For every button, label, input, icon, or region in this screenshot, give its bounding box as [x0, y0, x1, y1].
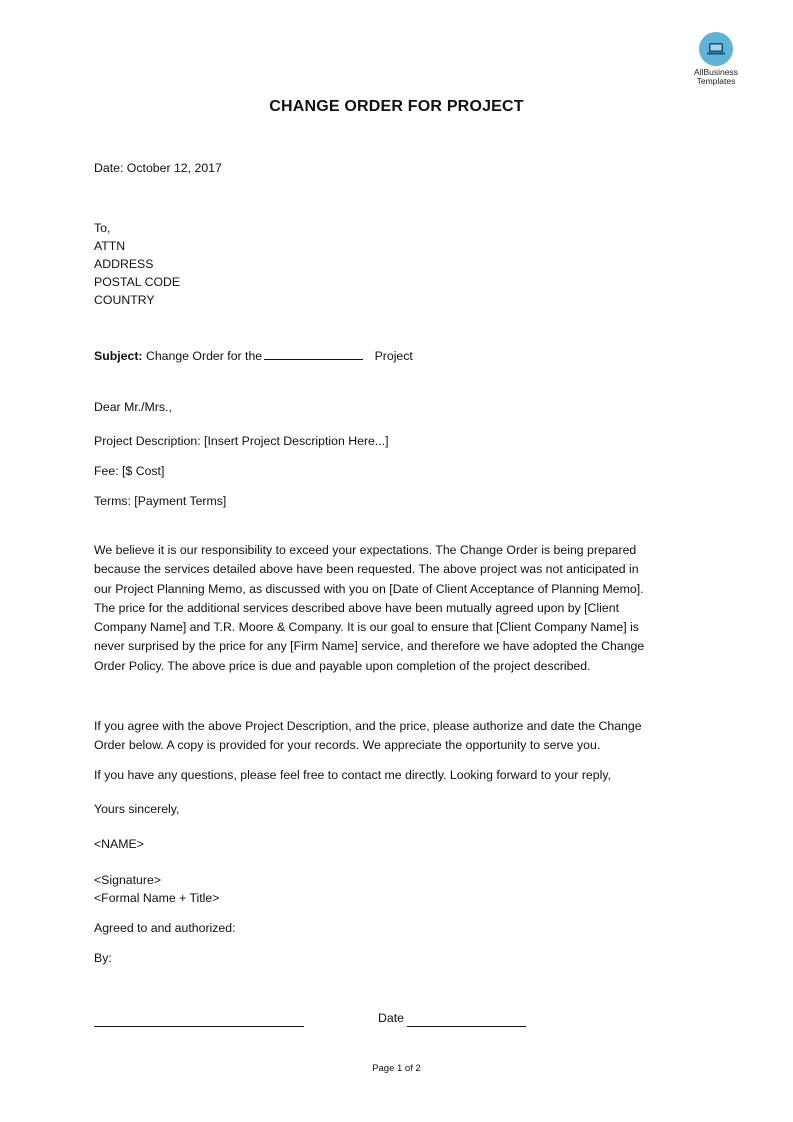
laptop-icon: [699, 32, 733, 66]
paragraph-line: Order Policy. The above price is due and payable upon completion of the project described.: [94, 658, 591, 673]
address-to: To,: [94, 221, 111, 235]
subject-blank: [264, 347, 363, 360]
fee-line: Fee: [$ Cost]: [94, 464, 165, 478]
body-paragraph-2: [94, 717, 704, 756]
subject-label: Subject:: [94, 349, 143, 363]
date-label: Date: [378, 1011, 404, 1025]
paragraph-line: our Project Planning Memo, as discussed with you on [Date of Client Acceptance of Planning Memo].: [94, 581, 644, 596]
logo-text-line1: AllBusiness: [694, 67, 738, 77]
paragraph-line: Order below. A copy is provided for your records. We appreciate the opportunity to serve you.: [94, 738, 601, 753]
paragraph-line: If you agree with the above Project Description, and the price, please authorize and date the Change: [94, 719, 642, 733]
signature-placeholder: <Signature>: [94, 873, 162, 887]
by-line: By:: [94, 951, 112, 965]
subject-line: [94, 347, 413, 363]
name-placeholder: <NAME>: [94, 837, 144, 851]
salutation: Dear Mr./Mrs.,: [94, 400, 172, 414]
document-title: CHANGE ORDER FOR PROJECT: [269, 98, 524, 115]
subject-text-before: Change Order for the: [145, 349, 263, 363]
closing-line: Yours sincerely,: [94, 802, 180, 816]
paragraph-line: We believe it is our responsibility to exceed your expectations. The Change Order is being prepared: [94, 543, 637, 557]
agreed-line: Agreed to and authorized:: [94, 921, 236, 935]
address-attn: ATTN: [94, 239, 126, 253]
page-number: Page 1 of 2: [372, 1063, 421, 1074]
address-street: ADDRESS: [94, 257, 154, 271]
formal-name-placeholder: <Formal Name + Title>: [94, 891, 220, 905]
paragraph-line: because the services detailed above have been requested. The above project was not anticipated in: [94, 562, 639, 577]
date-signature-line: [407, 1025, 526, 1027]
address-country: COUNTRY: [94, 293, 155, 307]
paragraph-line: Company Name] and T.R. Moore & Company. It is our goal to ensure that [Client Company Name] is: [94, 620, 639, 635]
body-paragraph-1: [94, 541, 704, 676]
paragraph-line: The price for the additional services described above have been mutually agreed upon by [Client: [94, 600, 619, 615]
allbusiness-logo: [690, 32, 742, 86]
logo-text-line2: Templates: [696, 76, 736, 86]
authorization-signature-line: [94, 1025, 304, 1027]
project-description: Project Description: [Insert Project Description Here...]: [94, 434, 389, 448]
questions-line: If you have any questions, please feel free to contact me directly. Looking forward to your reply,: [94, 768, 611, 782]
subject-text-after: Project: [374, 349, 413, 363]
paragraph-line: never surprised by the price for any [Firm Name] service, and therefore we have adopted the Change: [94, 639, 645, 654]
terms-line: Terms: [Payment Terms]: [94, 494, 227, 508]
date-line: Date: October 12, 2017: [94, 161, 222, 175]
address-postal-code: POSTAL CODE: [94, 275, 181, 289]
